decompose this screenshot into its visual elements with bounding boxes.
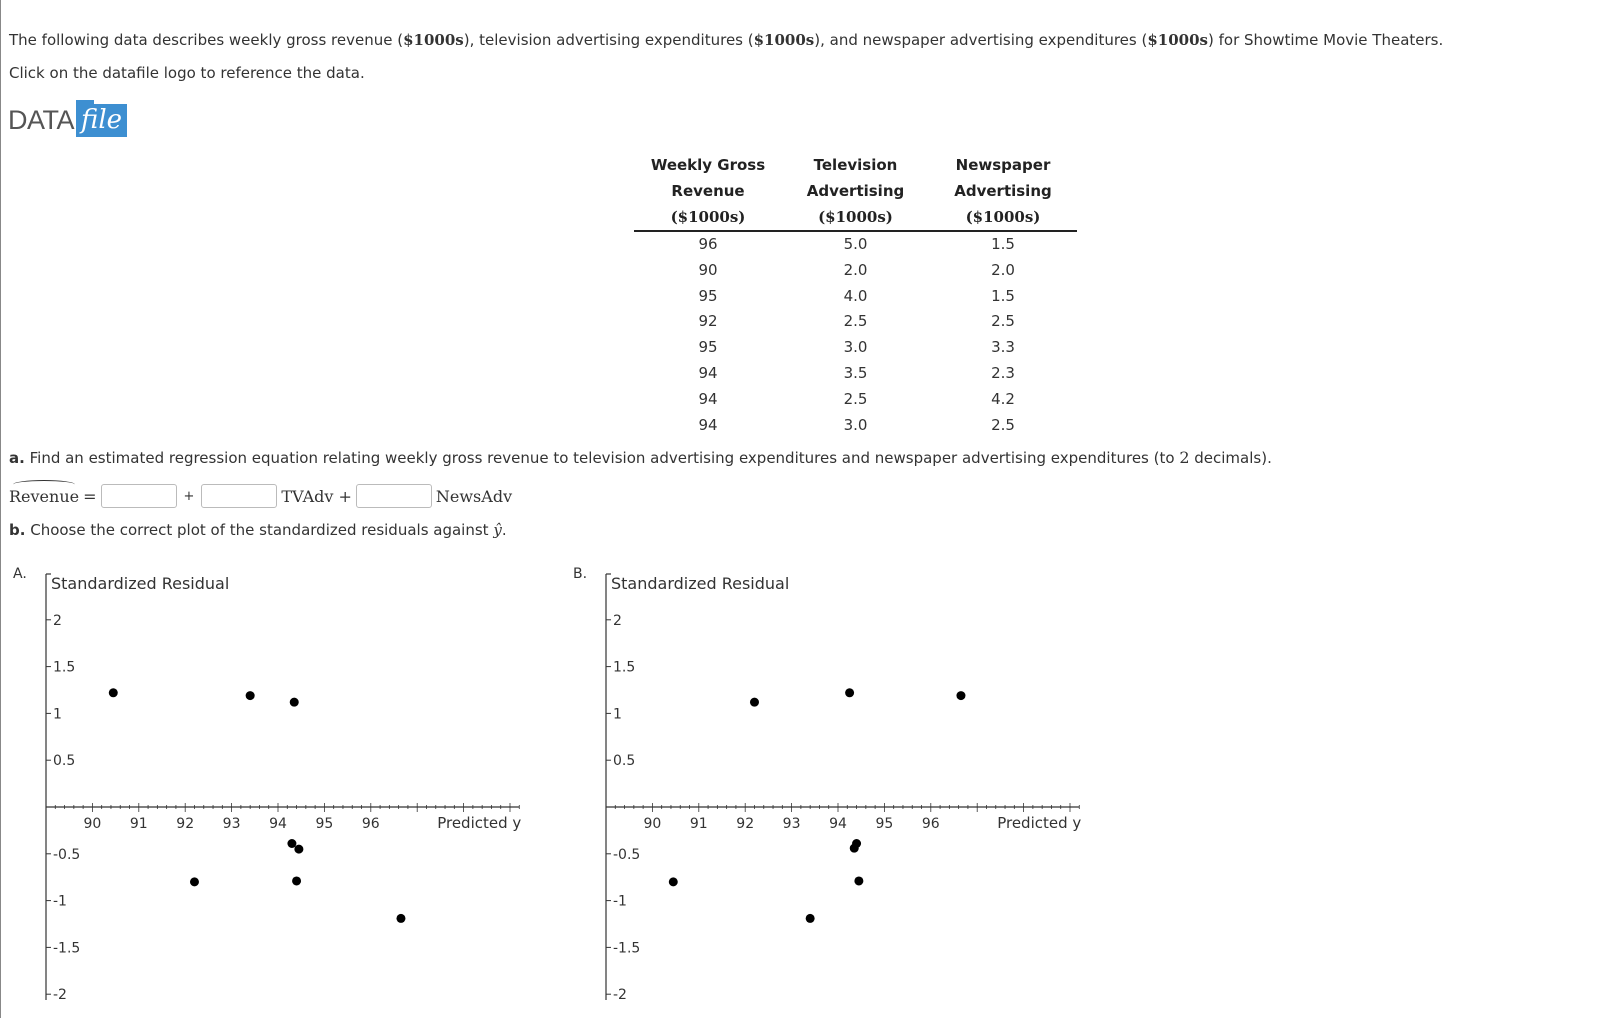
table-cell: 3.0 bbox=[843, 338, 868, 357]
data-point bbox=[956, 691, 965, 700]
x-tick-label: 90 bbox=[83, 816, 102, 832]
y-tick-label: -1 bbox=[53, 893, 67, 910]
data-point bbox=[190, 877, 199, 886]
table-cell: 5.0 bbox=[843, 235, 868, 253]
y-axis-label: Standardized Residual bbox=[51, 574, 230, 593]
x-tick-label: 94 bbox=[269, 816, 287, 832]
x-tick-label: 94 bbox=[829, 816, 847, 832]
option-b-plot[interactable] bbox=[600, 560, 1100, 1000]
table-cell: 96 bbox=[698, 235, 718, 253]
y-tick-label: -2 bbox=[53, 987, 67, 1000]
logo-data-text: DATA bbox=[8, 105, 75, 135]
question-a-tail: decimals). bbox=[1189, 449, 1272, 467]
tv-coefficient-input[interactable] bbox=[201, 484, 277, 508]
option-a-label[interactable]: A. bbox=[13, 566, 27, 582]
table-row bbox=[634, 387, 1077, 413]
table-cell: 3.5 bbox=[843, 363, 868, 382]
data-point bbox=[850, 844, 859, 853]
table-cell: 3.0 bbox=[843, 415, 868, 434]
y-hat-symbol: ŷ bbox=[493, 521, 502, 539]
left-border bbox=[0, 0, 1, 1018]
question-a-text: Find an estimated regression equation relating weekly gross revenue to television advertising expenditures and newspaper advertising expenditures (to bbox=[29, 449, 1180, 467]
header-revenue-unit: ($1000s) bbox=[670, 208, 746, 226]
question-a bbox=[9, 448, 1272, 467]
table-cell: 92 bbox=[698, 312, 718, 331]
table-cell: 94 bbox=[698, 415, 718, 434]
data-point bbox=[854, 876, 863, 885]
y-tick-label: 1.5 bbox=[613, 659, 636, 676]
x-tick-label: 96 bbox=[921, 816, 940, 832]
table-cell: 1.5 bbox=[991, 286, 1015, 305]
header-tv-unit: ($1000s) bbox=[818, 208, 893, 226]
intro-sentence bbox=[9, 31, 1443, 49]
x-axis-label: Predicted y bbox=[997, 814, 1082, 832]
header-revenue-unit-cell bbox=[634, 204, 782, 231]
equals-sign: = bbox=[83, 486, 97, 506]
table-cell: 94 bbox=[698, 389, 718, 408]
header-tv-unit-cell bbox=[782, 204, 929, 231]
table-cell: 95 bbox=[698, 338, 718, 357]
table-cell: 95 bbox=[698, 286, 718, 305]
question-a-decimals: 2 bbox=[1179, 448, 1190, 467]
y-tick-label: -1.5 bbox=[53, 940, 81, 957]
table-row bbox=[634, 258, 1077, 284]
x-tick-label: 95 bbox=[875, 816, 894, 832]
table-row bbox=[634, 284, 1077, 310]
tv-term-label: TVAdv + bbox=[281, 486, 352, 506]
header-tv-line2: Advertising bbox=[806, 182, 905, 200]
x-tick-label: 96 bbox=[361, 816, 380, 832]
data-point bbox=[396, 914, 405, 923]
y-tick-label: -2 bbox=[613, 987, 627, 1000]
table-cell: 2.5 bbox=[991, 415, 1015, 434]
y-tick-label: 1 bbox=[53, 706, 62, 723]
y-tick-label: 0.5 bbox=[613, 753, 636, 770]
y-tick-label: 1.5 bbox=[53, 659, 76, 676]
table-row bbox=[634, 361, 1077, 387]
question-b-text: Choose the correct plot of the standardized residuals against bbox=[30, 521, 494, 539]
table-cell: 1.5 bbox=[991, 235, 1015, 253]
option-b-label[interactable]: B. bbox=[573, 566, 588, 582]
table-cell: 2.3 bbox=[991, 363, 1015, 382]
table-cell: 2.0 bbox=[991, 260, 1015, 279]
x-tick-label: 93 bbox=[222, 816, 241, 832]
x-tick-label: 95 bbox=[315, 816, 334, 832]
datafile-logo[interactable] bbox=[8, 97, 127, 137]
unit-revenue: $1000s bbox=[403, 31, 464, 49]
y-tick-label: 2 bbox=[613, 612, 622, 629]
y-tick-label: -1 bbox=[613, 893, 627, 910]
y-axis-label: Standardized Residual bbox=[611, 574, 790, 593]
table-cell: 4.0 bbox=[843, 286, 868, 305]
x-tick-label: 92 bbox=[176, 816, 195, 832]
x-tick-label: 90 bbox=[643, 816, 662, 832]
data-table bbox=[634, 152, 1077, 438]
table-row bbox=[634, 335, 1077, 361]
unit-tv: $1000s bbox=[753, 31, 815, 49]
unit-news: $1000s bbox=[1147, 31, 1208, 49]
table-cell: 3.3 bbox=[991, 338, 1015, 357]
click-note: Click on the datafile logo to reference the data. bbox=[9, 64, 365, 82]
y-tick-label: -0.5 bbox=[613, 846, 641, 863]
data-point bbox=[294, 845, 303, 854]
question-b-tail: . bbox=[501, 521, 507, 539]
data-point bbox=[750, 698, 759, 707]
option-a-plot[interactable] bbox=[40, 560, 540, 1000]
header-news-unit: ($1000s) bbox=[965, 208, 1041, 226]
table-cell: 2.5 bbox=[991, 312, 1015, 331]
plus-sign: + bbox=[183, 488, 195, 504]
news-term-label: NewsAdv bbox=[435, 486, 513, 506]
data-point bbox=[806, 914, 815, 923]
x-tick-label: 91 bbox=[129, 816, 148, 832]
header-revenue-line2: Revenue bbox=[671, 182, 745, 200]
question-b-label: b. bbox=[9, 521, 26, 539]
header-news-line2: Advertising bbox=[954, 182, 1052, 200]
table-cell: 2.5 bbox=[843, 389, 868, 408]
table-cell: 90 bbox=[698, 260, 718, 279]
intro-text-3: ), and newspaper advertising expenditures ( bbox=[814, 31, 1148, 49]
y-tick-label: 2 bbox=[53, 612, 62, 629]
table-cell: 94 bbox=[698, 363, 718, 382]
data-point bbox=[290, 698, 299, 707]
x-tick-label: 92 bbox=[736, 816, 755, 832]
y-tick-label: -1.5 bbox=[613, 940, 641, 957]
table-cell: 4.2 bbox=[991, 389, 1015, 408]
x-tick-label: 91 bbox=[689, 816, 708, 832]
y-tick-label: -0.5 bbox=[53, 846, 81, 863]
question-a-label: a. bbox=[9, 449, 25, 467]
intercept-input[interactable] bbox=[101, 484, 177, 508]
table-row bbox=[634, 309, 1077, 335]
logo-file-text: file bbox=[76, 104, 127, 137]
intro-text-4: ) for Showtime Movie Theaters. bbox=[1208, 31, 1444, 49]
table-cell: 2.5 bbox=[843, 312, 868, 331]
question-b bbox=[9, 521, 507, 539]
news-coefficient-input[interactable] bbox=[356, 484, 432, 508]
header-news-line1: Newspaper bbox=[955, 156, 1051, 174]
data-point bbox=[287, 839, 296, 848]
data-point bbox=[292, 876, 301, 885]
intro-text-1: The following data describes weekly gross revenue ( bbox=[9, 31, 404, 49]
data-point bbox=[109, 688, 118, 697]
revenue-hat-label: Revenue bbox=[9, 486, 80, 506]
table-cell: 2.0 bbox=[843, 260, 868, 279]
header-tv-line1: Television bbox=[813, 156, 898, 174]
regression-equation bbox=[9, 481, 512, 511]
x-axis-label: Predicted y bbox=[437, 814, 522, 832]
header-news-unit-cell bbox=[929, 204, 1077, 231]
y-tick-label: 0.5 bbox=[53, 753, 76, 770]
header-revenue-line1: Weekly Gross bbox=[650, 156, 766, 174]
table-row bbox=[634, 231, 1077, 258]
y-tick-label: 1 bbox=[613, 706, 622, 723]
data-point bbox=[669, 877, 678, 886]
x-tick-label: 93 bbox=[782, 816, 801, 832]
data-point bbox=[246, 691, 255, 700]
table-row bbox=[634, 413, 1077, 439]
intro-text-2: ), television advertising expenditures ( bbox=[463, 31, 754, 49]
data-point bbox=[845, 688, 854, 697]
